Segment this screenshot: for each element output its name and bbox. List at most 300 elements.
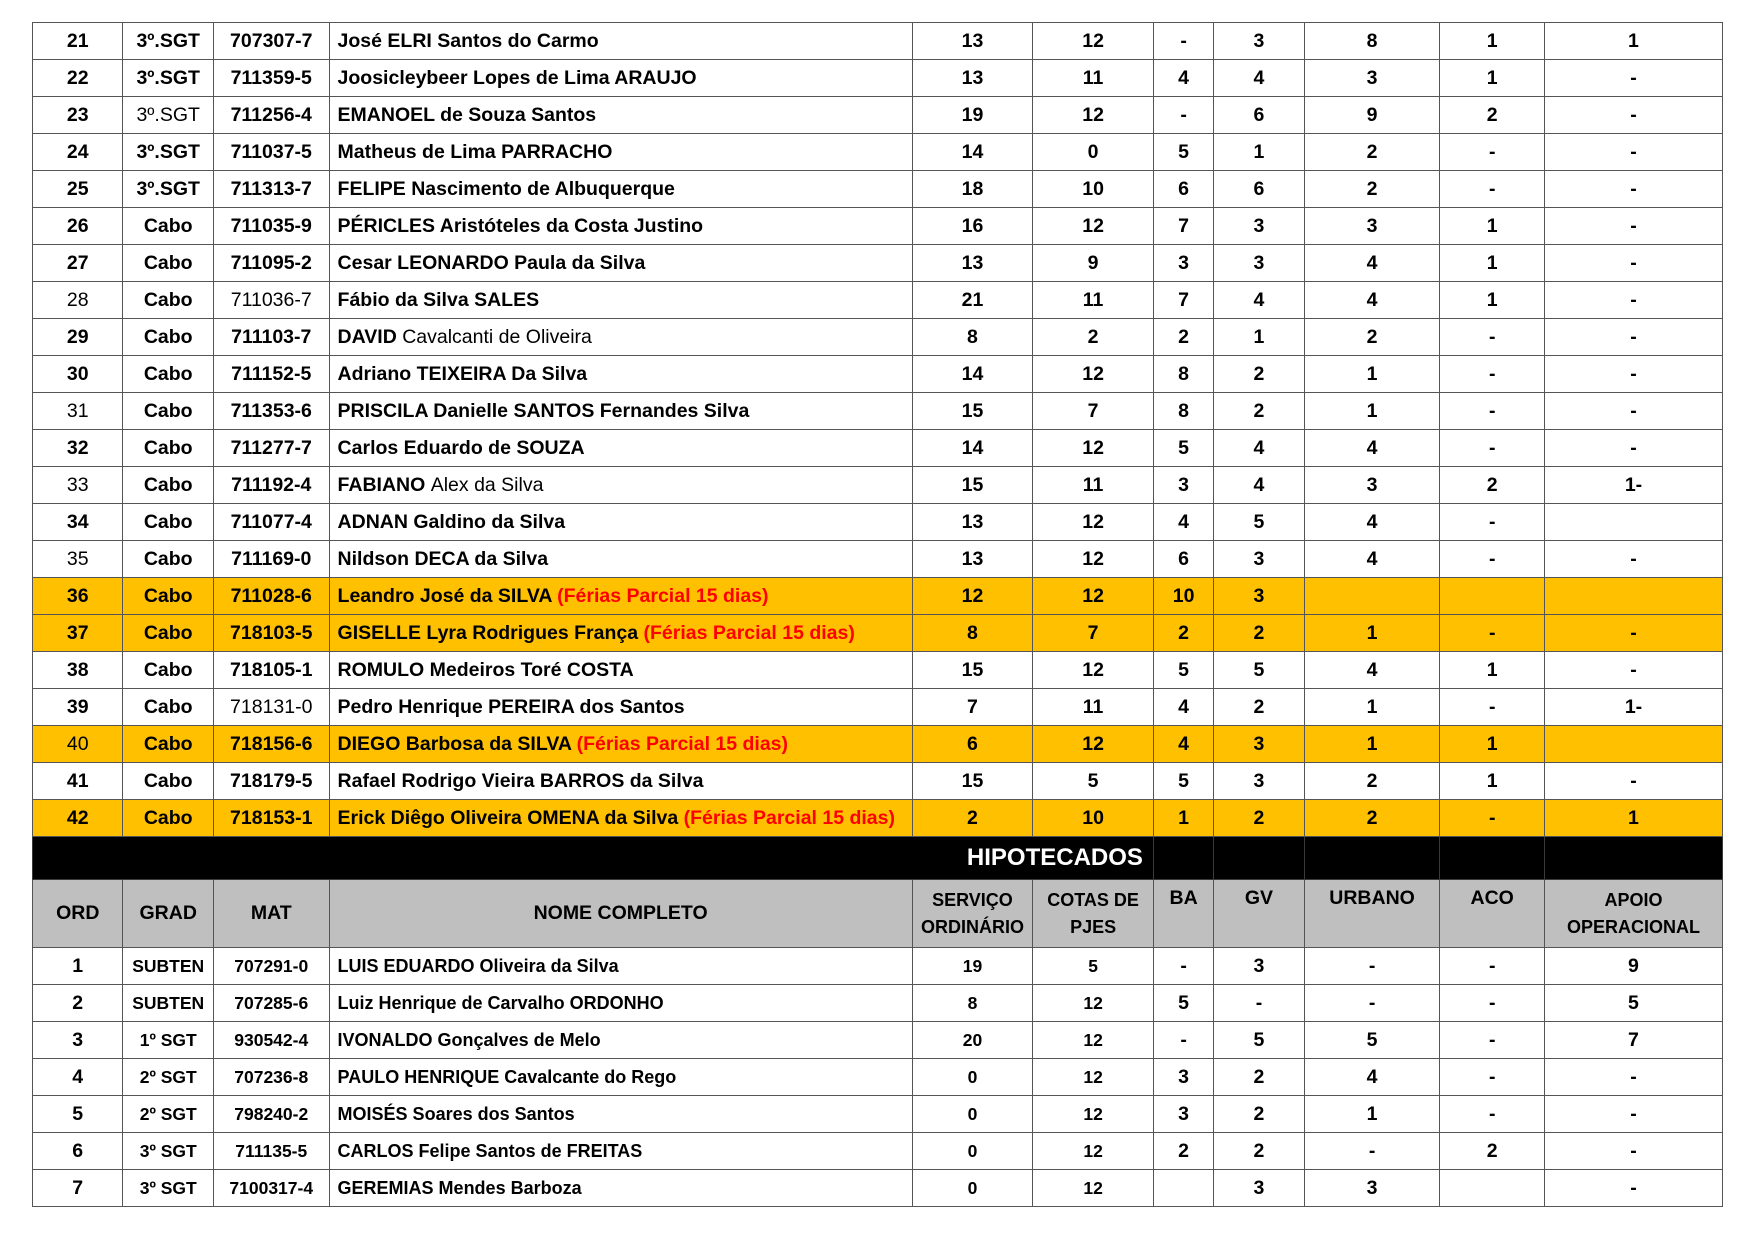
cell-ord: 2 <box>33 985 123 1022</box>
cell-ba <box>1153 1170 1213 1207</box>
cell-gv: 4 <box>1214 430 1304 467</box>
cell-mat: 711169-0 <box>213 541 329 578</box>
cell-gv: 2 <box>1214 1059 1304 1096</box>
cell-aco: 1 <box>1440 763 1545 800</box>
cell-grad: Cabo <box>123 245 213 282</box>
cell-grad: 3º.SGT <box>123 171 213 208</box>
cell-name <box>329 282 912 319</box>
cell-apoio: 7 <box>1544 1022 1722 1059</box>
table-row <box>33 1170 1723 1207</box>
cell-name <box>329 467 912 504</box>
cell-ord: 27 <box>33 245 123 282</box>
ferias-note: (Férias Parcial 15 dias) <box>643 621 855 644</box>
cell-urbano: 1 <box>1304 1096 1440 1133</box>
cell-urbano: 1 <box>1304 689 1440 726</box>
cell-grad: 3º.SGT <box>123 23 213 60</box>
header-servico-line1: SERVIÇO <box>932 890 1013 911</box>
cell-urbano: 4 <box>1304 541 1440 578</box>
cell-pjes: 2 <box>1033 319 1154 356</box>
cell-aco: - <box>1440 171 1545 208</box>
cell-name <box>329 763 912 800</box>
header-gv: GV <box>1214 880 1304 948</box>
cell-pjes: 12 <box>1033 97 1154 134</box>
cell-aco: - <box>1440 356 1545 393</box>
table-row <box>33 171 1723 208</box>
cell-mat: 718131-0 <box>213 689 329 726</box>
cell-svc: 2 <box>912 800 1033 837</box>
cell-apoio: - <box>1544 763 1722 800</box>
cell-grad: 3º.SGT <box>123 60 213 97</box>
cell-svc: 7 <box>912 689 1033 726</box>
cell-pjes: 12 <box>1033 578 1154 615</box>
cell-mat: 711152-5 <box>213 356 329 393</box>
cell-ba: - <box>1153 97 1213 134</box>
cell-svc: 8 <box>912 615 1033 652</box>
cell-aco: - <box>1440 393 1545 430</box>
cell-grad: Cabo <box>123 578 213 615</box>
cell-urbano: 3 <box>1304 467 1440 504</box>
cell-aco: - <box>1440 1022 1545 1059</box>
hipotecados-section <box>33 837 1723 948</box>
section-cell <box>1304 837 1440 880</box>
cell-mat: 798240-2 <box>213 1096 329 1133</box>
cell-aco: - <box>1440 985 1545 1022</box>
cell-urbano: 2 <box>1304 171 1440 208</box>
cell-svc: 12 <box>912 578 1033 615</box>
cell-name: GEREMIAS Mendes Barboza <box>329 1170 912 1207</box>
cell-apoio: - <box>1544 1170 1722 1207</box>
cell-name <box>329 393 912 430</box>
cell-ba: 2 <box>1153 615 1213 652</box>
cell-urbano: 3 <box>1304 60 1440 97</box>
cell-urbano: - <box>1304 948 1440 985</box>
hipotecados-body <box>33 948 1723 1207</box>
cell-urbano: 4 <box>1304 430 1440 467</box>
name-bold: Rafael Rodrigo Vieira BARROS da Silva <box>337 769 704 792</box>
cell-gv: 3 <box>1214 726 1304 763</box>
table-row <box>33 541 1723 578</box>
cell-svc: 6 <box>912 726 1033 763</box>
cell-ba: 4 <box>1153 726 1213 763</box>
cell-pjes: 12 <box>1033 208 1154 245</box>
cell-mat: 707291-0 <box>213 948 329 985</box>
table-row <box>33 1059 1723 1096</box>
cell-ba: 6 <box>1153 171 1213 208</box>
table-row <box>33 985 1723 1022</box>
cell-mat: 711035-9 <box>213 208 329 245</box>
header-ba: BA <box>1153 880 1213 948</box>
cell-pjes: 10 <box>1033 171 1154 208</box>
cell-svc: 0 <box>912 1096 1033 1133</box>
cell-svc: 0 <box>912 1059 1033 1096</box>
name-bold: José ELRI Santos do Carmo <box>337 29 599 52</box>
cell-svc: 13 <box>912 60 1033 97</box>
cell-pjes: 11 <box>1033 60 1154 97</box>
cell-aco: - <box>1440 1059 1545 1096</box>
cell-grad: Cabo <box>123 319 213 356</box>
cell-ord: 28 <box>33 282 123 319</box>
cell-svc: 8 <box>912 985 1033 1022</box>
cell-grad: SUBTEN <box>123 948 213 985</box>
cell-apoio: - <box>1544 541 1722 578</box>
cell-pjes: 12 <box>1033 23 1154 60</box>
cell-aco <box>1440 578 1545 615</box>
table-row <box>33 134 1723 171</box>
cell-svc: 16 <box>912 208 1033 245</box>
cell-pjes: 12 <box>1033 1170 1154 1207</box>
ferias-note: (Férias Parcial 15 dias) <box>683 806 895 829</box>
cell-aco: 1 <box>1440 23 1545 60</box>
cell-ba: 5 <box>1153 430 1213 467</box>
cell-gv: 1 <box>1214 134 1304 171</box>
cell-pjes: 12 <box>1033 1096 1154 1133</box>
cell-pjes: 10 <box>1033 800 1154 837</box>
cell-grad: Cabo <box>123 652 213 689</box>
cell-name <box>329 60 912 97</box>
cell-grad: Cabo <box>123 430 213 467</box>
name-bold: Leandro José da SILVA <box>337 584 552 607</box>
cell-ord: 4 <box>33 1059 123 1096</box>
cell-aco: 2 <box>1440 1133 1545 1170</box>
cell-ord: 34 <box>33 504 123 541</box>
header-name: NOME COMPLETO <box>329 880 912 948</box>
cell-ord: 21 <box>33 23 123 60</box>
cell-grad: Cabo <box>123 689 213 726</box>
cell-grad: 3º.SGT <box>123 134 213 171</box>
cell-name <box>329 726 912 763</box>
table-row <box>33 23 1723 60</box>
cell-aco: - <box>1440 1096 1545 1133</box>
table-row <box>33 245 1723 282</box>
cell-ord: 37 <box>33 615 123 652</box>
header-ord: ORD <box>33 880 123 948</box>
cell-svc: 14 <box>912 430 1033 467</box>
table-row <box>33 615 1723 652</box>
cell-mat: 718153-1 <box>213 800 329 837</box>
cell-ba: 4 <box>1153 689 1213 726</box>
cell-mat: 7100317-4 <box>213 1170 329 1207</box>
cell-ord: 36 <box>33 578 123 615</box>
cell-grad: Cabo <box>123 504 213 541</box>
cell-apoio: 5 <box>1544 985 1722 1022</box>
cell-urbano: 4 <box>1304 282 1440 319</box>
cell-gv: 2 <box>1214 615 1304 652</box>
roster-body <box>33 23 1723 837</box>
cell-svc: 13 <box>912 23 1033 60</box>
name-bold: GISELLE Lyra Rodrigues França <box>337 621 639 644</box>
cell-ba: 5 <box>1153 763 1213 800</box>
name-bold: Joosicleybeer Lopes de Lima ARAUJO <box>337 66 697 89</box>
cell-ord: 3 <box>33 1022 123 1059</box>
name-bold: Pedro Henrique PEREIRA dos Santos <box>337 695 685 718</box>
cell-svc: 0 <box>912 1133 1033 1170</box>
cell-ord: 23 <box>33 97 123 134</box>
table-row <box>33 948 1723 985</box>
cell-aco <box>1440 1170 1545 1207</box>
cell-grad: 3º.SGT <box>123 97 213 134</box>
cell-mat: 718156-6 <box>213 726 329 763</box>
cell-apoio: - <box>1544 60 1722 97</box>
cell-grad: Cabo <box>123 208 213 245</box>
cell-mat: 718105-1 <box>213 652 329 689</box>
cell-mat: 707307-7 <box>213 23 329 60</box>
cell-urbano: 1 <box>1304 356 1440 393</box>
cell-svc: 15 <box>912 393 1033 430</box>
cell-ord: 35 <box>33 541 123 578</box>
cell-name: MOISÉS Soares dos Santos <box>329 1096 912 1133</box>
name-bold: DIEGO Barbosa da SILVA <box>337 732 572 755</box>
cell-apoio <box>1544 578 1722 615</box>
table-row <box>33 1133 1723 1170</box>
cell-mat: 711077-4 <box>213 504 329 541</box>
cell-urbano: 3 <box>1304 1170 1440 1207</box>
cell-ord: 29 <box>33 319 123 356</box>
header-aco: ACO <box>1440 880 1545 948</box>
cell-apoio: - <box>1544 282 1722 319</box>
cell-ba: 2 <box>1153 319 1213 356</box>
cell-ord: 5 <box>33 1096 123 1133</box>
cell-svc: 14 <box>912 356 1033 393</box>
cell-grad: 2º SGT <box>123 1059 213 1096</box>
cell-apoio: - <box>1544 652 1722 689</box>
cell-urbano: 5 <box>1304 1022 1440 1059</box>
cell-gv: 3 <box>1214 948 1304 985</box>
header-cotas-pjes <box>1033 880 1154 948</box>
cell-aco: - <box>1440 504 1545 541</box>
table-row <box>33 1096 1723 1133</box>
cell-urbano: - <box>1304 985 1440 1022</box>
header-grad: GRAD <box>123 880 213 948</box>
cell-urbano: 3 <box>1304 208 1440 245</box>
cell-ba: - <box>1153 948 1213 985</box>
table-row <box>33 800 1723 837</box>
cell-aco: 1 <box>1440 282 1545 319</box>
cell-ord: 25 <box>33 171 123 208</box>
cell-mat: 718103-5 <box>213 615 329 652</box>
cell-pjes: 12 <box>1033 985 1154 1022</box>
cell-svc: 18 <box>912 171 1033 208</box>
cell-grad: Cabo <box>123 467 213 504</box>
cell-grad: Cabo <box>123 393 213 430</box>
header-mat: MAT <box>213 880 329 948</box>
cell-name <box>329 23 912 60</box>
cell-name <box>329 541 912 578</box>
cell-ord: 6 <box>33 1133 123 1170</box>
cell-apoio: - <box>1544 97 1722 134</box>
cell-name <box>329 97 912 134</box>
cell-name <box>329 800 912 837</box>
cell-pjes: 12 <box>1033 504 1154 541</box>
cell-gv: 2 <box>1214 1133 1304 1170</box>
cell-gv: 2 <box>1214 393 1304 430</box>
cell-aco: - <box>1440 948 1545 985</box>
cell-aco: 1 <box>1440 60 1545 97</box>
cell-apoio <box>1544 504 1722 541</box>
cell-grad: 1º SGT <box>123 1022 213 1059</box>
cell-name <box>329 689 912 726</box>
cell-name <box>329 578 912 615</box>
name-bold: Carlos Eduardo de SOUZA <box>337 436 585 459</box>
table-row <box>33 1022 1723 1059</box>
cell-aco: - <box>1440 319 1545 356</box>
cell-ba: 8 <box>1153 393 1213 430</box>
section-title: HIPOTECADOS <box>33 837 1154 880</box>
table-row <box>33 763 1723 800</box>
cell-apoio: - <box>1544 319 1722 356</box>
cell-svc: 15 <box>912 763 1033 800</box>
cell-grad: 3º SGT <box>123 1133 213 1170</box>
cell-ord: 7 <box>33 1170 123 1207</box>
cell-apoio: - <box>1544 393 1722 430</box>
section-cell <box>1544 837 1722 880</box>
cell-ba: 7 <box>1153 208 1213 245</box>
cell-apoio: - <box>1544 1059 1722 1096</box>
header-urbano: URBANO <box>1304 880 1440 948</box>
cell-ba: 4 <box>1153 504 1213 541</box>
cell-name <box>329 134 912 171</box>
cell-svc: 19 <box>912 97 1033 134</box>
cell-grad: 3º SGT <box>123 1170 213 1207</box>
cell-gv: 4 <box>1214 282 1304 319</box>
cell-gv: 3 <box>1214 541 1304 578</box>
cell-ba: 5 <box>1153 652 1213 689</box>
cell-pjes: 11 <box>1033 282 1154 319</box>
cell-aco: - <box>1440 430 1545 467</box>
table-row <box>33 208 1723 245</box>
cell-aco: 1 <box>1440 208 1545 245</box>
name-bold: FABIANO <box>337 473 426 496</box>
cell-ord: 33 <box>33 467 123 504</box>
cell-gv: 3 <box>1214 23 1304 60</box>
cell-gv: 5 <box>1214 1022 1304 1059</box>
cell-name <box>329 171 912 208</box>
cell-gv: 2 <box>1214 800 1304 837</box>
cell-ba: 4 <box>1153 60 1213 97</box>
cell-gv: - <box>1214 985 1304 1022</box>
cell-mat: 711313-7 <box>213 171 329 208</box>
cell-ba: - <box>1153 23 1213 60</box>
cell-svc: 14 <box>912 134 1033 171</box>
cell-apoio: - <box>1544 615 1722 652</box>
cell-aco: - <box>1440 800 1545 837</box>
cell-apoio: 1 <box>1544 800 1722 837</box>
cell-pjes: 12 <box>1033 430 1154 467</box>
cell-svc: 13 <box>912 504 1033 541</box>
cell-grad: Cabo <box>123 356 213 393</box>
cell-grad: Cabo <box>123 800 213 837</box>
name-bold: Fábio da Silva SALES <box>337 288 540 311</box>
cell-pjes: 11 <box>1033 689 1154 726</box>
cell-apoio <box>1544 726 1722 763</box>
section-header-row <box>33 837 1723 880</box>
cell-apoio: - <box>1544 356 1722 393</box>
cell-mat: 711037-5 <box>213 134 329 171</box>
cell-ord: 24 <box>33 134 123 171</box>
name-bold: ADNAN Galdino da Silva <box>337 510 566 533</box>
cell-pjes: 5 <box>1033 763 1154 800</box>
table-row <box>33 319 1723 356</box>
cell-mat: 718179-5 <box>213 763 329 800</box>
cell-pjes: 12 <box>1033 652 1154 689</box>
cell-mat: 711135-5 <box>213 1133 329 1170</box>
table-row <box>33 282 1723 319</box>
cell-name: PAULO HENRIQUE Cavalcante do Rego <box>329 1059 912 1096</box>
cell-apoio: - <box>1544 208 1722 245</box>
table-row <box>33 60 1723 97</box>
cell-ba: 3 <box>1153 245 1213 282</box>
cell-urbano: 2 <box>1304 763 1440 800</box>
cell-mat: 711028-6 <box>213 578 329 615</box>
cell-grad: SUBTEN <box>123 985 213 1022</box>
cell-ord: 22 <box>33 60 123 97</box>
section-cell <box>1440 837 1545 880</box>
cell-urbano: 1 <box>1304 615 1440 652</box>
header-servico-ordinario <box>912 880 1033 948</box>
cell-pjes: 7 <box>1033 393 1154 430</box>
cell-ba: 8 <box>1153 356 1213 393</box>
cell-mat: 711256-4 <box>213 97 329 134</box>
cell-grad: Cabo <box>123 726 213 763</box>
table-row <box>33 652 1723 689</box>
table-row <box>33 689 1723 726</box>
header-apoio-line2: OPERACIONAL <box>1566 916 1700 937</box>
cell-mat: 711036-7 <box>213 282 329 319</box>
cell-urbano: 4 <box>1304 504 1440 541</box>
cell-gv: 5 <box>1214 504 1304 541</box>
cell-ord: 39 <box>33 689 123 726</box>
cell-urbano: 4 <box>1304 245 1440 282</box>
cell-svc: 20 <box>912 1022 1033 1059</box>
cell-name: CARLOS Felipe Santos de FREITAS <box>329 1133 912 1170</box>
cell-mat: 711103-7 <box>213 319 329 356</box>
name-bold: ROMULO Medeiros Toré COSTA <box>337 658 634 681</box>
header-cotas-line2: PJES <box>1070 916 1117 937</box>
cell-gv: 2 <box>1214 1096 1304 1133</box>
name-bold: Matheus de Lima PARRACHO <box>337 140 613 163</box>
name-rest: Alex da Silva <box>430 473 544 496</box>
cell-name <box>329 430 912 467</box>
cell-apoio: - <box>1544 171 1722 208</box>
name-bold: PÉRICLES Aristóteles da Costa Justino <box>337 214 704 237</box>
cell-pjes: 11 <box>1033 467 1154 504</box>
cell-mat: 930542-4 <box>213 1022 329 1059</box>
cell-apoio: 9 <box>1544 948 1722 985</box>
cell-gv: 6 <box>1214 171 1304 208</box>
cell-gv: 2 <box>1214 689 1304 726</box>
cell-apoio: 1- <box>1544 467 1722 504</box>
section-cell <box>1153 837 1213 880</box>
ferias-note: (Férias Parcial 15 dias) <box>557 584 769 607</box>
cell-gv: 3 <box>1214 578 1304 615</box>
cell-aco: 1 <box>1440 245 1545 282</box>
cell-pjes: 9 <box>1033 245 1154 282</box>
cell-ba: 10 <box>1153 578 1213 615</box>
cell-mat: 711359-5 <box>213 60 329 97</box>
cell-grad: Cabo <box>123 763 213 800</box>
cell-ba: 5 <box>1153 985 1213 1022</box>
cell-urbano: 4 <box>1304 1059 1440 1096</box>
cell-name <box>329 615 912 652</box>
cell-gv: 4 <box>1214 467 1304 504</box>
cell-pjes: 7 <box>1033 615 1154 652</box>
cell-ord: 31 <box>33 393 123 430</box>
table-row <box>33 97 1723 134</box>
cell-ord: 1 <box>33 948 123 985</box>
cell-urbano: 1 <box>1304 393 1440 430</box>
cell-urbano: 2 <box>1304 134 1440 171</box>
cell-urbano: 1 <box>1304 726 1440 763</box>
cell-ord: 38 <box>33 652 123 689</box>
